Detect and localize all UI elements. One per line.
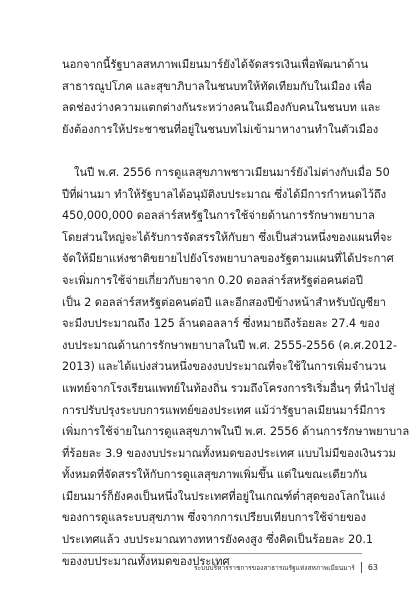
- text-line: จะเพิ่มการใช้จ่ายเกี่ยวกับยาจาก 0.20 ดอลล่าร์สหรัฐต่อคนต่อปี: [62, 273, 364, 287]
- text-line: โดยส่วนใหญ่จะได้รับการจัดสรรให้กับยา ซึ่งเป็นส่วนหนึ่งของแผนที่จะ: [62, 230, 393, 244]
- text-line: จะมีงบประมาณถึง 125 ล้านดอลลาร์ ซึ่งหมายถึงร้อยละ 27.4 ของ: [62, 317, 380, 331]
- text-line: ของการดูแลระบบสุขภาพ ซึ่งจากการเปรียบเทียบการใช้จ่ายของ: [62, 511, 367, 525]
- text-line: การปรับปรุงระบบการแพทย์ของประเทศ แม้ว่ารัฐบาลเมียนมาร์มีการ: [62, 403, 386, 417]
- running-title: ระบบบริหารราชการของสาธารณรัฐแห่งสหภาพเมียนมาร์: [193, 563, 355, 572]
- text-line: เป็น 2 ดอลล่าร์สหรัฐต่อคนต่อปี และอีกสองปีข้างหน้าสำหรับบัญชียา: [62, 295, 386, 309]
- page-number: 63: [367, 562, 378, 572]
- text-line: ของงบประมาณทั้งหมดของประเทศ: [62, 554, 230, 568]
- text-line: 450,000,000 ดอลล่าร์สหรัฐในการใช้จ่ายด้านการรักษาพยาบาล: [62, 209, 375, 223]
- text-line: ประเทศแล้ว งบประมาณทางทหารยังคงสูง ซึ่งคิดเป็นร้อยละ 20.1: [62, 533, 374, 547]
- text-line: จัดให้มียาแห่งชาติขยายไปยังโรงพยาบาลของรัฐตามแผนที่ได้ประกาศ: [62, 252, 394, 266]
- text-line: ในปี พ.ศ. 2556 การดูแลสุขภาพชาวเมียนมาร์ยังไม่ต่างกับเมื่อ 50: [74, 165, 390, 179]
- text-line: แพทย์จากโรงเรียนแพทย์ในท้องถิ่น รวมถึงโครงการริเริ่มอื่นๆ ที่นำไปสู่: [62, 381, 395, 395]
- text-line: สาธารณูปโภค และสุขาภิบาลในชนบทให้ทัดเทียมกับในเมือง เพื่อ: [62, 79, 372, 93]
- footer-rule: [62, 553, 362, 554]
- text-line: ปีที่ผ่านมา ทำให้รัฐบาลได้อนุมัติงบประมาณ ซึ่งได้มีการกำหนดไว้ถึง: [62, 187, 387, 201]
- text-line: ที่ร้อยละ 3.9 ของงบประมาณทั้งหมดของประเทศ แบบไม่มีของเงินรวม: [62, 446, 396, 460]
- text-line: นอกจากนี้รัฐบาลสหภาพเมียนมาร์ยังได้จัดสรรเงินเพื่อพัฒนาด้าน: [62, 58, 369, 71]
- footer-separator: [361, 562, 362, 573]
- text-line: เมียนมาร์ก็ยังคงเป็นหนึ่งในประเทศที่อยู่ในเกณฑ์ต่ำสุดของโลกในแง่: [62, 489, 386, 503]
- text-line: ยังต้องการให้ประชาชนที่อยู่ในชนบทไม่เข้ามาหางานทำในตัวเมือง: [62, 122, 379, 136]
- text-line: งบประมาณด้านการรักษาพยาบาลในปี พ.ศ. 2555-2556 (ค.ศ.2012-: [62, 338, 397, 352]
- text-line: 2013) และได้แบ่งส่วนหนึ่งของงบประมาณที่จะใช้ในการเพิ่มจำนวน: [62, 360, 387, 374]
- page-footer: [0, 559, 378, 575]
- text-line: ลดช่องว่างความแตกต่างกันระหว่างคนในเมืองกับคนในชนบท และ: [62, 101, 381, 115]
- text-line: ทั้งหมดที่จัดสรรให้กับการดูแลสุขภาพเพิ่มขึ้น แต่ในขณะเดียวกัน: [62, 468, 367, 482]
- text-line: เพิ่มการใช้จ่ายในการดูแลสุขภาพในปี พ.ศ. 2556 ด้านการรักษาพยาบาล: [62, 425, 410, 439]
- paragraph-gap: [62, 140, 362, 162]
